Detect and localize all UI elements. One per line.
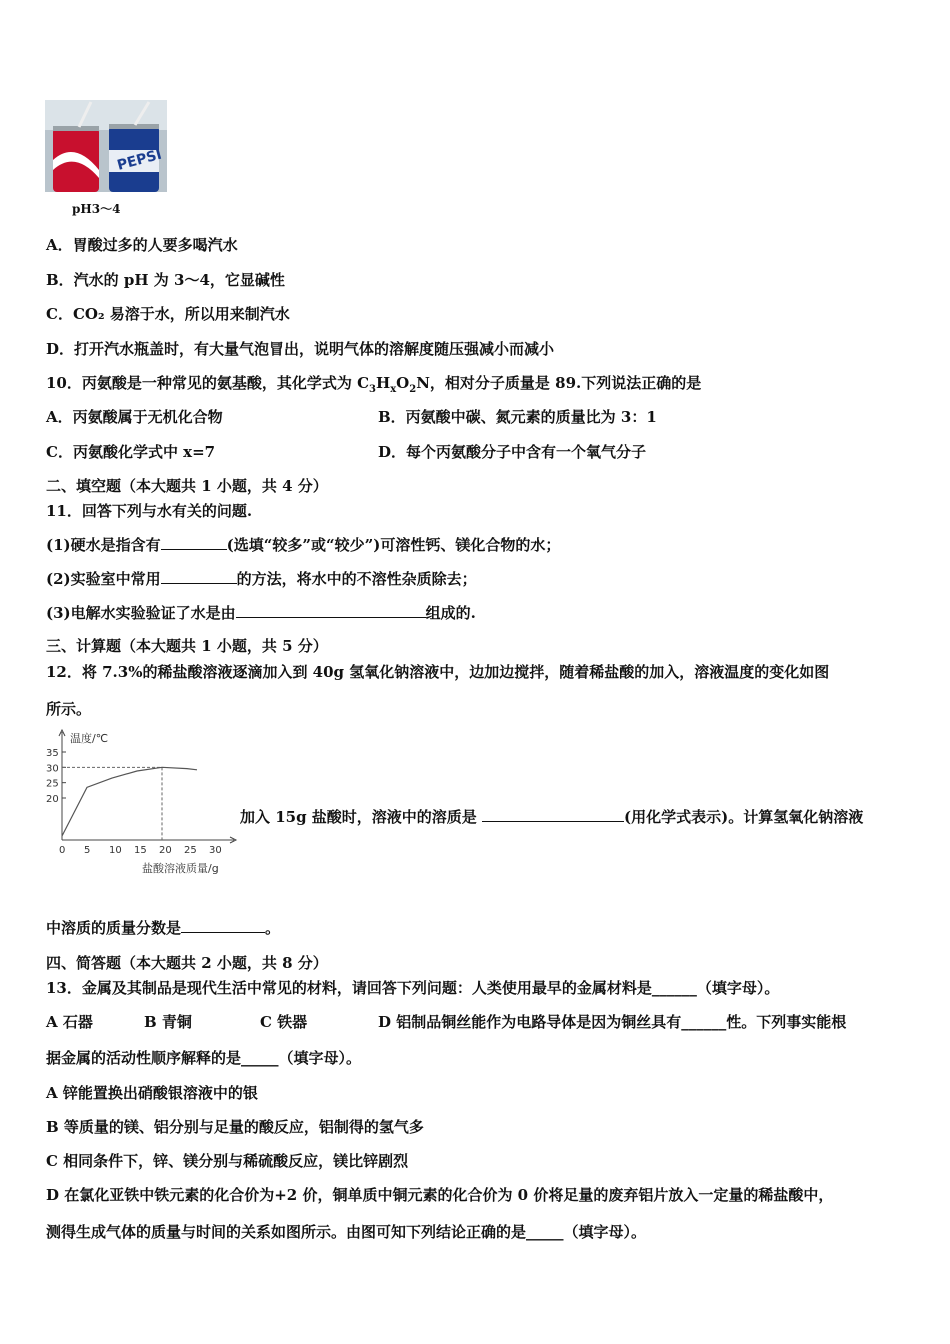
q11-stem: 11．回答下列与水有关的问题. bbox=[46, 502, 253, 520]
q9-option-a: A．胃酸过多的人要多喝汽水 bbox=[46, 236, 238, 254]
q13-choice-d-line-2: 测得生成气体的质量与时间的关系如图所示。由图可知下列结论正确的是_____（填字母）。 bbox=[46, 1223, 647, 1241]
q10-stem: 10．丙氨酸是一种常见的氨基酸，其化学式为 $C_3H_xO_2N$，相对分子质量是 89.下列说法正确的是 bbox=[46, 374, 702, 395]
answer-blank[interactable] bbox=[161, 535, 227, 550]
x-tick-label: 30 bbox=[209, 845, 222, 856]
q11-part-3: (3)电解水实验验证了水是由 组成的. bbox=[46, 604, 476, 622]
q9-option-c: C．CO₂ 易溶于水，所以用来制汽水 bbox=[46, 305, 290, 323]
answer-blank[interactable] bbox=[161, 569, 237, 584]
answer-blank[interactable] bbox=[236, 603, 426, 618]
q13-choice-c: C 相同条件下，锌、镁分别与稀硫酸反应，镁比锌剧烈 bbox=[46, 1152, 409, 1170]
section-2-heading: 二、填空题（本大题共 1 小题，共 4 分） bbox=[46, 477, 328, 495]
q10-row-1 bbox=[46, 407, 223, 427]
section-3-heading: 三、计算题（本大题共 1 小题，共 5 分） bbox=[46, 637, 328, 655]
y-tick-label: 25 bbox=[46, 778, 59, 790]
q13-option-d: D 铝制品铜丝能作为电路导体是因为铜丝具有______性。下列事实能根 bbox=[378, 1013, 847, 1031]
q10-option-a: A．丙氨酸属于无机化合物 bbox=[46, 408, 223, 426]
answer-blank[interactable] bbox=[181, 918, 265, 933]
y-tick-label: 30 bbox=[46, 763, 59, 775]
q13-option-a: A 石器 bbox=[46, 1013, 93, 1031]
section-4-heading: 四、简答题（本大题共 2 小题，共 8 分） bbox=[46, 954, 328, 972]
q9-option-b: B．汽水的 pH 为 3～4，它显碱性 bbox=[46, 271, 285, 289]
y-tick-label: 35 bbox=[46, 748, 59, 759]
q13-option-b: B 青铜 bbox=[144, 1013, 192, 1031]
q12-stem-line-1: 12．将 7.3%的稀盐酸溶液逐滴加入到 40g 氢氧化钠溶液中，边加边搅拌，随着稀盐酸的加入，溶液温度的变化如图 bbox=[46, 663, 830, 681]
y-tick-label: 20 bbox=[46, 794, 59, 805]
q11-part-2: (2)实验室中常用 的方法，将水中的不溶性杂质除去； bbox=[46, 570, 477, 588]
q12-stem-line-2: 所示。 bbox=[46, 700, 92, 718]
q13-option-c: C 铁器 bbox=[260, 1013, 308, 1031]
q10-option-c: C．丙氨酸化学式中 x=7 bbox=[46, 443, 216, 461]
x-axis-label: 盐酸溶液质量/g bbox=[142, 862, 219, 875]
y-axis-label: 温度/℃ bbox=[70, 732, 109, 745]
q9-option-d: D．打开汽水瓶盖时，有大量气泡冒出，说明气体的溶解度随压强减小而减小 bbox=[46, 340, 555, 358]
q13-line-2: 据金属的活动性顺序解释的是_____（填字母）。 bbox=[46, 1049, 362, 1067]
x-tick-label: 20 bbox=[159, 845, 172, 856]
temperature-curve bbox=[62, 767, 197, 836]
q13-stem: 13．金属及其制品是现代生活中常见的材料，请回答下列问题：人类使用最早的金属材料是______（填字母）。 bbox=[46, 979, 780, 997]
x-tick-label: 5 bbox=[84, 845, 91, 856]
temperature-chart bbox=[44, 728, 238, 878]
q11-part-1: (1)硬水是指含有 (选填“较多”或“较少”)可溶性钙、镁化合物的水； bbox=[46, 536, 561, 554]
image-caption: pH3～4 bbox=[72, 202, 121, 216]
answer-blank[interactable] bbox=[482, 807, 624, 822]
svg-text:PEPSI: PEPSI bbox=[115, 146, 164, 174]
q12-inline-question: 加入 15g 盐酸时，溶液中的溶质是 (用化学式表示)。计算氢氧化钠溶液 bbox=[240, 808, 864, 826]
q13-choice-d-line-1: D 在氯化亚铁中铁元素的化合价为+2 价，铜单质中铜元素的化合价为 0 价将足量的废弃铝片放入一定量的稀盐酸中， bbox=[46, 1186, 834, 1204]
q10-option-d: D．每个丙氨酸分子中含有一个氧气分子 bbox=[378, 443, 647, 461]
x-tick-label: 10 bbox=[109, 845, 122, 856]
soda-cans-image bbox=[45, 100, 167, 192]
q13-choice-b: B 等质量的镁、铝分别与足量的酸反应，铝制得的氢气多 bbox=[46, 1118, 424, 1136]
q12-line-3: 中溶质的质量分数是 。 bbox=[46, 919, 281, 937]
x-tick-label: 0 bbox=[59, 845, 66, 856]
x-tick-label: 25 bbox=[184, 845, 197, 856]
x-tick-label: 15 bbox=[134, 845, 147, 856]
q10-option-b: B．丙氨酸中碳、氮元素的质量比为 3：1 bbox=[378, 408, 657, 426]
q13-choice-a: A 锌能置换出硝酸银溶液中的银 bbox=[46, 1084, 258, 1102]
